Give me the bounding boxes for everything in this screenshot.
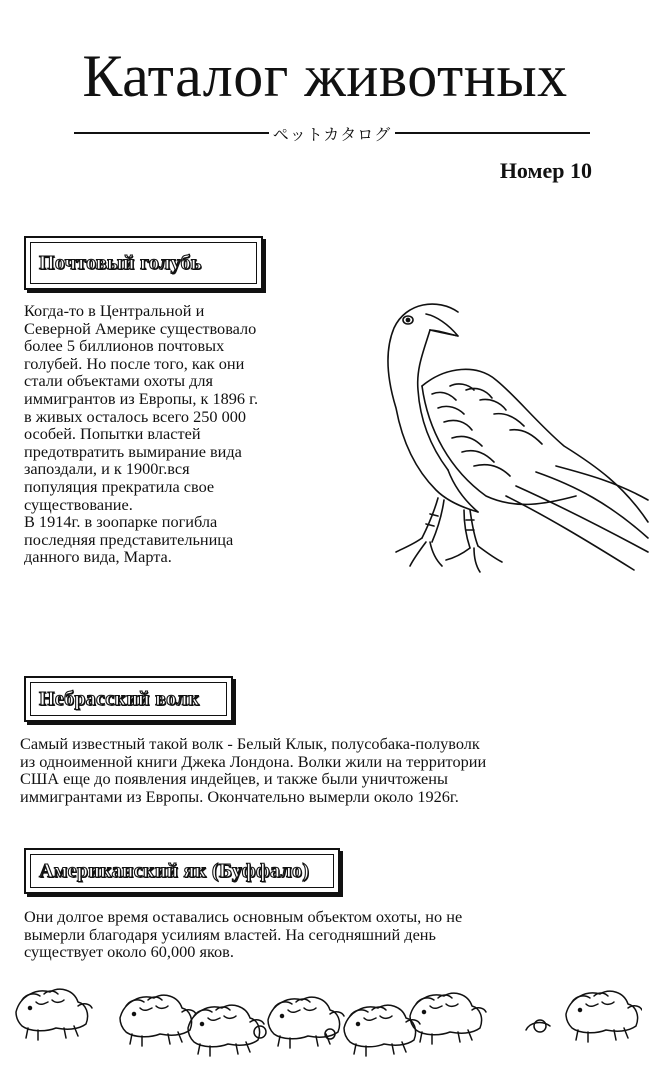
subtitle-rule-left xyxy=(74,132,269,134)
section-heading-bison: Американский як (Буффало) xyxy=(39,859,310,882)
bison-herd-illustration xyxy=(10,978,642,1058)
section-heading-frame xyxy=(30,682,227,716)
subtitle: ペットカタログ xyxy=(272,124,392,144)
subtitle-row xyxy=(74,120,590,146)
section-heading-frame xyxy=(30,854,334,888)
pigeon-illustration xyxy=(386,290,650,580)
section-heading-box-wolf xyxy=(24,676,233,722)
section-text-bison: Они долгое время оставались основным объектом охоты, но не вымерли благодаря усилиям властей. На сегодняшний день существует около 60,000 яков. xyxy=(24,907,463,962)
section-text-pigeon: Когда-то в Центральной и Северной Америке существовало более 5 биллионов почтовых голубей. Но после того, как они стали объектами охоты для иммигрантов из Европы, к 1896 г. в живых осталось всего 250 000 особей. Попытки властей предотвратить вымирание вида запоздали, и к 1900г.вся популяция прекратила свое существование. В 1914г. в зоопарке погибла последняя представительница данного вида, Марта. xyxy=(24,301,259,567)
section-text-wolf: Самый известный такой волк - Белый Клык, полусобака-полуволк из одноименной книги Джека Лондона. Волки жили на территории США еще до появления индейцев, и также были уничтожены иммигрантами из Европы. Окончательно вымерли около 1926г. xyxy=(20,734,487,806)
section-heading-frame xyxy=(30,242,257,284)
subtitle-rule-right xyxy=(395,132,590,134)
section-heading-pigeon: Почтовый голубь xyxy=(39,251,202,274)
section-heading-box-bison xyxy=(24,848,340,894)
section-heading-box-pigeon xyxy=(24,236,263,290)
page-title: Каталог животных xyxy=(82,43,568,109)
section-heading-wolf: Небрасский волк xyxy=(39,687,200,710)
issue-number: Номер 10 xyxy=(499,158,592,183)
